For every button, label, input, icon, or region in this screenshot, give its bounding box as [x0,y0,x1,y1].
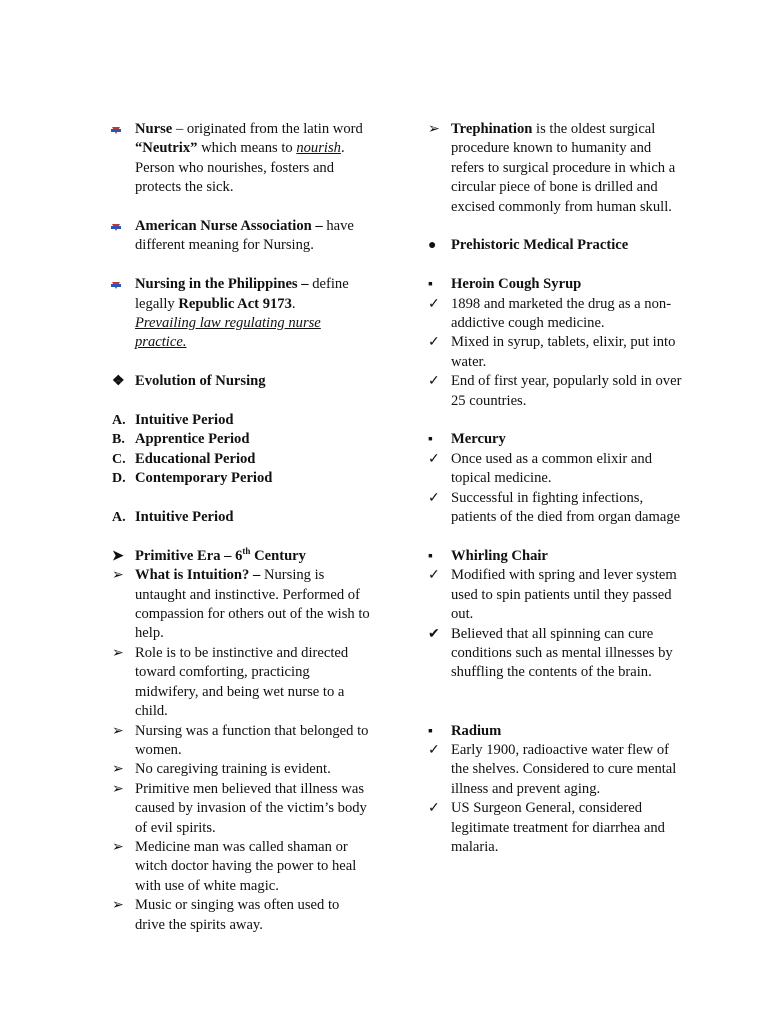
period-label: Apprentice Period [135,431,250,448]
period-letter: C. [112,451,126,467]
arrowhead-icon: ➢ [112,568,124,584]
check-text: Modified with spring and lever system used to spin patients until they passed out. [451,567,677,623]
list-item-text: Music or singing was often used to drive the spirits away. [135,897,340,933]
section-title: Mercury [451,431,506,448]
check-item [428,450,688,489]
square-bullet-icon: ▪ [428,723,433,739]
list-item [112,896,372,935]
period-letter: A. [112,510,126,526]
primitive-post: Century [250,547,306,564]
nurse-definition [112,120,372,198]
check-item [428,799,688,857]
check-text: Believed that all spinning can cure conditions such as mental illnesses by shuffling the contents of the brain. [451,625,673,681]
ph-dot: . [291,295,296,312]
period-letter: B. [112,432,125,448]
section-heading [428,430,688,449]
list-item-text: Role is to be instinctive and directed toward comforting, practicing midwifery, and being wet nurse to a child. [135,644,349,720]
check-item [428,372,688,411]
ph-term: Nursing in the Philippines – [135,276,309,293]
trephination-term: Trephination [451,121,533,137]
intuition-text: Nursing is untaught and instinctive. Performed of compassion for others out of the wish to help. [135,567,370,642]
check-item [428,741,688,799]
intuition-item [112,566,372,644]
arrowhead-icon: ➢ [112,762,124,778]
checkmark-icon: ✓ [428,335,440,351]
prehistoric-label: Prehistoric Medical Practice [451,237,629,254]
check-text: Mixed in syrup, tablets, elixir, put into water. [451,334,676,370]
ana-text: have different meaning for Nursing. [135,218,354,254]
check-text: 1898 and marketed the drug as a non-addictive cough medicine. [451,295,672,332]
check-text: Successful in fighting infections, patients of the died from organ damage [451,489,681,526]
nurse-term: Nurse [135,121,173,137]
list-item [112,644,372,722]
dot-bullet-icon: ● [428,238,437,254]
philippines-definition [112,275,372,353]
list-item [112,838,372,896]
right-column [428,120,688,857]
nourish-word: nourish [296,140,341,157]
primitive-sup: th [242,545,251,556]
republic-act: Republic Act 9173 [178,295,292,312]
square-bullet-icon: ▪ [428,548,433,564]
prehistoric-heading [428,236,688,255]
checkmark-icon: ✓ [428,451,440,467]
list-item-text: Nursing was a function that belonged to women. [135,722,369,758]
arrowhead-icon: ➢ [112,723,124,739]
list-item [112,760,372,779]
checkmark-icon: ✓ [428,490,440,506]
check-text: US Surgeon General, considered legitimate treatment for diarrhea and malaria. [451,800,665,855]
period-label: Educational Period [135,450,256,467]
section-title: Heroin Cough Syrup [451,276,582,293]
arrowhead-icon: ➤ [112,548,124,564]
trephination-text: is the oldest surgical procedure known to humanity and refers to surgical procedure in which a circular piece of bone is drilled and excised commonly from human skull. [451,121,676,215]
arrowhead-icon: ➢ [112,645,124,661]
section-heading [428,275,688,294]
nurse-text-1: – originated from the latin word [172,121,363,137]
period-label: Intuitive Period [135,412,234,429]
pushpin-icon [112,217,130,236]
checkmark-icon: ✓ [428,568,440,584]
trephination-item [428,120,688,217]
period-item [112,430,372,449]
period-item [112,411,372,430]
ana-term: American Nurse Association – [135,218,323,235]
arrowhead-icon: ➢ [428,122,440,137]
period-letter: A. [112,413,126,429]
checkmark-icon: ✓ [428,374,440,390]
period-item [112,450,372,469]
section-heading [428,547,688,566]
check-text: End of first year, popularly sold in over 25 countries. [451,373,682,409]
nurse-text-2: which means to [197,140,297,157]
ana-definition [112,217,372,256]
pushpin-icon [112,120,130,139]
period-letter: D. [112,471,126,487]
check-item [428,333,688,372]
pushpin-icon [112,275,130,294]
check-text: Once used as a common elixir and topical medicine. [451,450,653,487]
list-item-text: Medicine man was called shaman or witch doctor having the power to heal with use of white magic. [135,838,357,894]
check-text: Early 1900, radioactive water flew of the shelves. Considered to cure mental illness and prevent aging. [451,741,677,797]
nurse-text-3: . Person who nourishes, fosters and protects the sick. [135,140,345,196]
arrowhead-icon: ➢ [112,898,124,914]
intuitive-heading [112,508,372,527]
list-item-text: No caregiving training is evident. [135,761,331,778]
ph-note: Prevailing law regulating nurse practice. [135,315,321,351]
checkmark-icon: ✔ [428,626,440,642]
checkmark-icon: ✓ [428,296,440,312]
section-title: Whirling Chair [451,547,548,564]
check-item [428,566,688,624]
list-item-text: Primitive men believed that illness was caused by invasion of the victim’s body of evil spirits. [135,780,367,836]
section-title: Radium [451,722,502,739]
list-item [112,722,372,761]
ph-text: define legally [135,276,349,312]
square-bullet-icon: ▪ [428,277,433,293]
check-item [428,489,688,528]
primitive-pre: Primitive Era – 6 [135,547,243,564]
intuition-term: What is Intuition? – [135,567,261,584]
arrowhead-icon: ➢ [112,781,124,797]
primitive-era-heading [112,547,372,566]
period-item [112,469,372,488]
checkmark-icon: ✓ [428,742,440,758]
evolution-label: Evolution of Nursing [135,373,266,390]
four-diamond-icon: ❖ [112,374,125,390]
left-column [112,120,372,935]
checkmark-icon: ✓ [428,801,440,817]
check-item [428,295,688,334]
arrowhead-icon: ➢ [112,839,124,855]
evolution-heading [112,372,372,391]
section-heading [428,722,688,741]
neutrix-term: “Neutrix” [135,140,198,157]
period-label: Contemporary Period [135,470,273,487]
check-item [428,625,688,683]
list-item [112,780,372,838]
intuitive-heading-label: Intuitive Period [135,509,234,526]
square-bullet-icon: ▪ [428,432,433,448]
